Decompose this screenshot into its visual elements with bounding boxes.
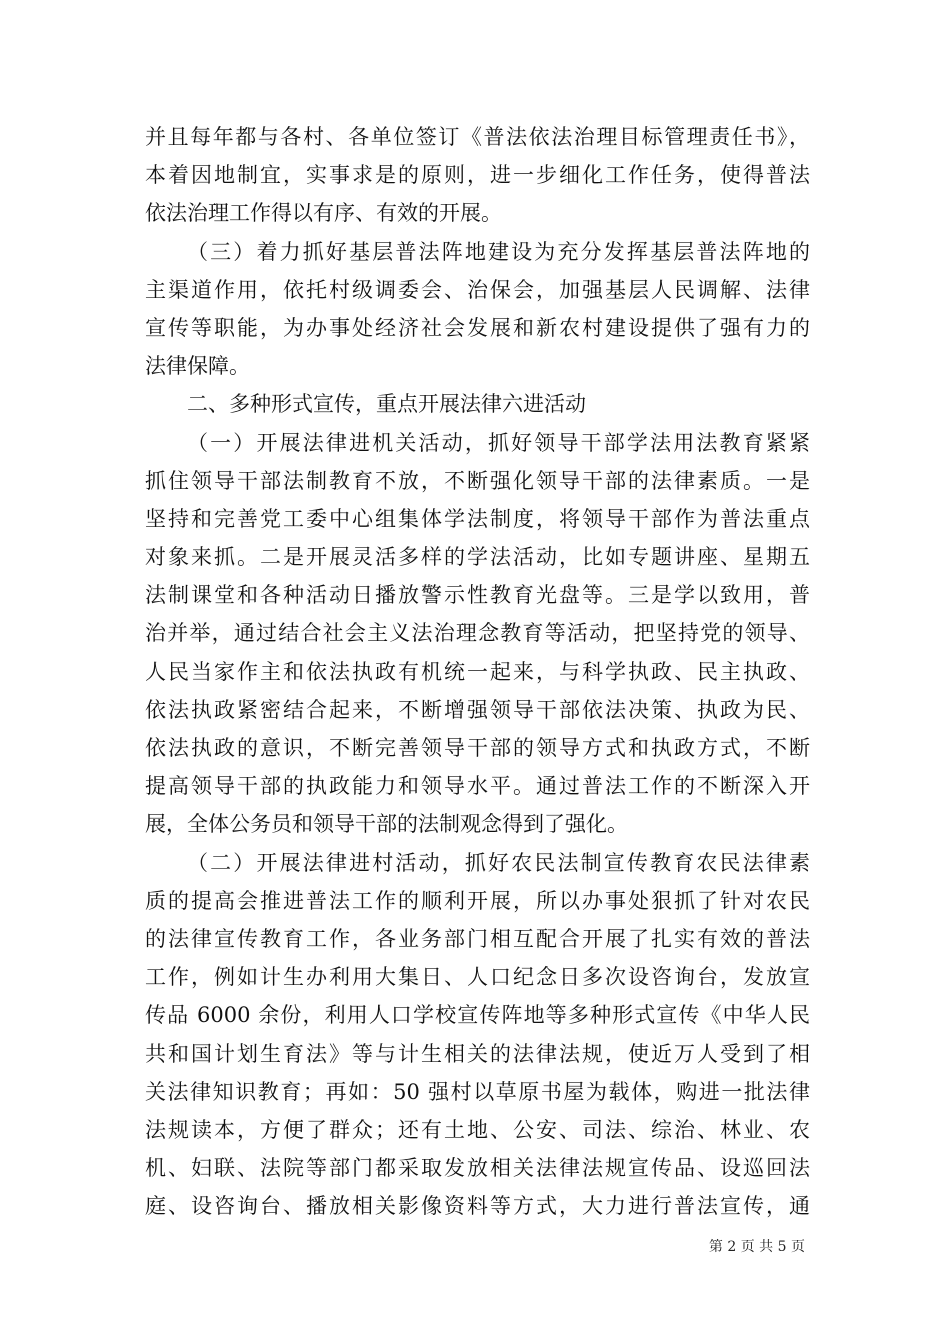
text-line: 关法律知识教育；再如：50 强村以草原书屋为载体，购进一批法律 <box>145 1079 810 1104</box>
text-line: 坚持和完善党工委中心组集体学法制度，将领导干部作为普法重点 <box>145 506 810 531</box>
text-line: 依法治理工作得以有序、有效的开展。 <box>145 201 502 226</box>
text-line: 依法执政的意识，不断完善领导干部的领导方式和执政方式，不断 <box>145 736 810 760</box>
text-line: 庭、设咨询台、播放相关影像资料等方式，大力进行普法宣传，通 <box>145 1194 810 1219</box>
text-line: 法律保障。 <box>145 354 250 379</box>
text-line: 依法执政紧密结合起来，不断增强领导干部依法决策、执政为民、 <box>145 697 810 722</box>
text-line: 展，全体公务员和领导干部的法制观念得到了强化。 <box>145 812 628 837</box>
text-line: 主渠道作用，依托村级调委会、治保会，加强基层人民调解、法律 <box>145 277 810 302</box>
text-line: 本着因地制宜，实事求是的原则，进一步细化工作任务，使得普法 <box>145 163 810 188</box>
text-line: 的法律宣传教育工作，各业务部门相互配合开展了扎实有效的普法 <box>145 926 810 951</box>
text-line: 质的提高会推进普法工作的顺利开展，所以办事处狠抓了针对农民 <box>145 888 810 913</box>
text-line: 宣传等职能，为办事处经济社会发展和新农村建设提供了强有力的 <box>145 315 810 340</box>
document-body <box>145 118 810 1225</box>
text-line: （三）着力抓好基层普法阵地建设为充分发挥基层普法阵地的 <box>187 239 810 264</box>
text-line: 并且每年都与各村、各单位签订《普法依法治理目标管理责任书》， <box>145 125 810 149</box>
text-line: 抓住领导干部法制教育不放，不断强化领导干部的法律素质。一是 <box>145 468 810 493</box>
text-line: 机、妇联、法院等部门都采取发放相关法律法规宣传品、设巡回法 <box>145 1156 810 1181</box>
text-line: （二）开展法律进村活动，抓好农民法制宣传教育农民法律素 <box>187 850 810 875</box>
text-line: 法制课堂和各种活动日播放警示性教育光盘等。三是学以致用，普 <box>145 583 810 608</box>
text-line: 法规读本，方便了群众；还有土地、公安、司法、综治、林业、农 <box>145 1117 810 1142</box>
text-line: 提高领导干部的执政能力和领导水平。通过普法工作的不断深入开 <box>145 774 810 799</box>
text-line: （一）开展法律进机关活动，抓好领导干部学法用法教育紧紧 <box>187 430 810 455</box>
text-line: 治并举，通过结合社会主义法治理念教育等活动，把坚持党的领导、 <box>145 621 810 646</box>
text-line: 对象来抓。二是开展灵活多样的学法活动，比如专题讲座、星期五 <box>145 545 810 570</box>
text-line: 工作，例如计生办利用大集日、人口纪念日多次设咨询台，发放宣 <box>145 965 810 990</box>
page-number-footer: 第 2 页 共 5 页 <box>708 1239 805 1255</box>
text-line: 共和国计划生育法》等与计生相关的法律法规，使近万人受到了相 <box>145 1041 810 1066</box>
text-line: 传品 6000 余份，利用人口学校宣传阵地等多种形式宣传《中华人民 <box>145 1003 810 1028</box>
text-line: 人民当家作主和依法执政有机统一起来，与科学执政、民主执政、 <box>145 659 810 684</box>
text-line: 二、多种形式宣传，重点开展法律六进活动 <box>187 392 586 417</box>
